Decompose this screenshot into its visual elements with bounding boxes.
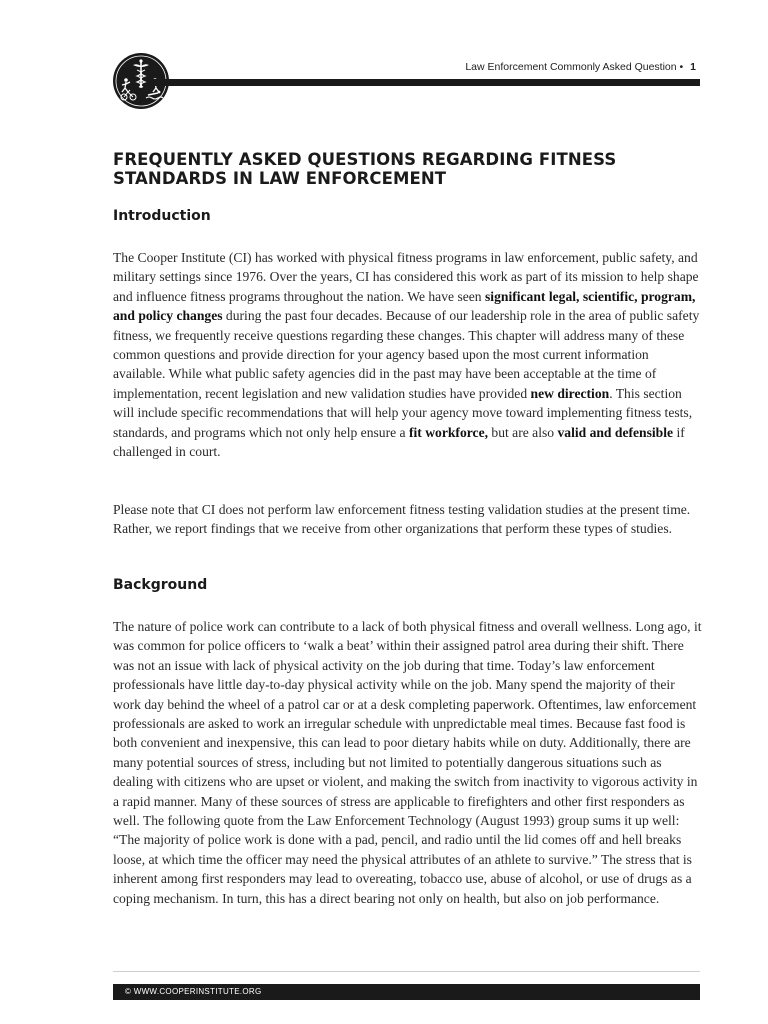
intro-bold-changes: significant legal, scientific, program, and policy changes bbox=[113, 288, 696, 324]
header-bullet: • bbox=[679, 61, 684, 73]
footer-bar bbox=[113, 984, 700, 1000]
intro-text-f: if challenged in court. bbox=[113, 424, 685, 460]
intro-text-c: during the past four decades. Because of our leadership role in the area of public safety fitness, we frequently receive questions regarding these changes. This chapter will address many of these common questions and provide direction for your agency based upon the most current information available. While what public safety agencies did in the past may have been acceptable at the time of implementation, recent legislation and new validation studies have provided bbox=[113, 308, 700, 401]
title-line-1: FREQUENTLY ASKED QUESTIONS REGARDING FITNESS bbox=[113, 150, 617, 169]
background-paragraph: The nature of police work can contribute to a lack of both physical fitness and overall wellness. Long ago, it was common for police officers to ‘walk a beat’ within their assigned patrol area during their shift. There was not an issue with lack of physical activity on the job during that time. Today’s law enforcement professionals have little day-to-day physical activity while on the job. Many spend the majority of their work day behind the wheel of a patrol car or at a desk completing paperwork. Oftentimes, law enforcement professionals are asked to work an irregular schedule with unpredictable meal times. Because fast food is both convenient and inexpensive, this can lead to poor dietary habits while on duty. Additionally, there are many potential sources of stress, including but not limited to potentially dangerous situations such as dealing with citizens who are upset or violent, and making the switch from inactivity to vigorous activity in a rapid manner. Many of these sources of stress are applicable to firefighters and other first responders as well. The following quote from the Law Enforcement Technology (August 1993) group sums it up well: “The majority of police work is done with a pad, pencil, and radio until the lid comes off and hell breaks loose, at which time the officer may need the physical attributes of an athlete to survive.” The stress that is inherent among first responders may lead to overeating, tobacco use, abuse of alcohol, or use of drugs as a coping mechanism. In turn, this has a direct bearing not only on health, but also on job performance. bbox=[113, 619, 702, 906]
page-title bbox=[113, 150, 693, 188]
intro-text-e: but are also bbox=[488, 424, 558, 440]
footer-rule bbox=[113, 971, 700, 972]
header-rule bbox=[148, 79, 700, 86]
title-line-2: STANDARDS IN LAW ENFORCEMENT bbox=[113, 169, 447, 188]
footer-url: © WWW.COOPERINSTITUTE.ORG bbox=[125, 987, 262, 996]
introduction-paragraph-2: Please note that CI does not perform law enforcement fitness testing validation studies at the present time. Rather, we report findings that we receive from other organizations that perform these types of studies. bbox=[113, 502, 691, 537]
intro-bold-fit-workforce: fit workforce, bbox=[408, 424, 488, 440]
introduction-heading: Introduction bbox=[113, 208, 211, 224]
running-title: Law Enforcement Commonly Asked Question bbox=[465, 61, 677, 73]
introduction-paragraph-1 bbox=[113, 248, 703, 461]
intro-bold-valid: valid and defensible bbox=[557, 424, 674, 440]
background-heading: Background bbox=[113, 577, 208, 593]
running-header bbox=[465, 61, 696, 73]
intro-text-a: The Cooper Institute (CI) has worked with physical fitness programs in law enforcement, public safety, and military settings since 1976. Over the years, CI has considered this work as part of its mission to help shape and influence fitness programs throughout the nation. We have seen bbox=[113, 250, 699, 304]
intro-text-d: . This section will include specific recommendations that will help your agency move toward implementing fitness tests, standards, and programs which not only help ensure a bbox=[113, 385, 693, 440]
intro-bold-direction: new direction bbox=[530, 385, 610, 401]
page-number: 1 bbox=[690, 61, 696, 73]
